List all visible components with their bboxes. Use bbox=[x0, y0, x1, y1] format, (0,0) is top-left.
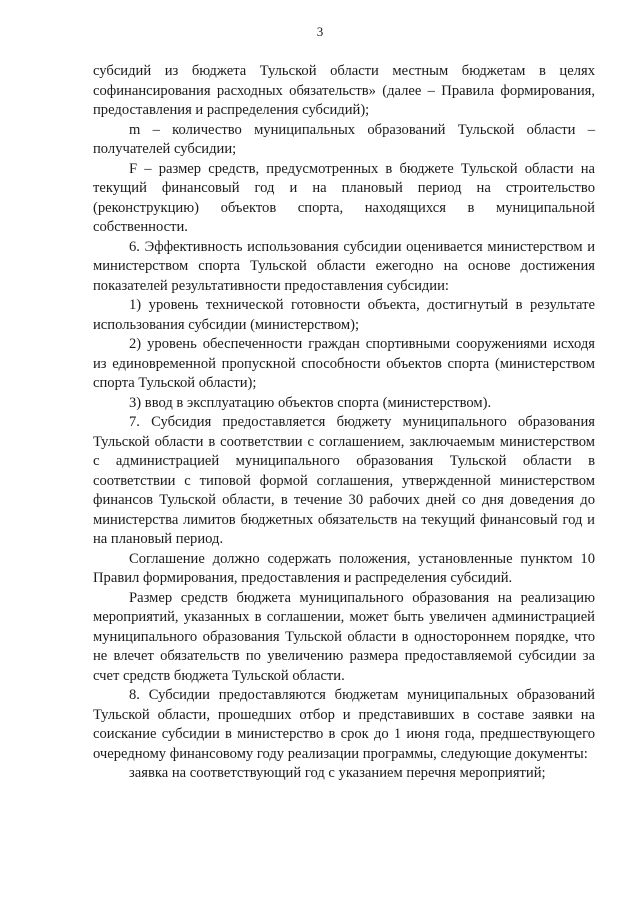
paragraph-continuation: субсидий из бюджета Тульской области местным бюджетам в целях софинансирования расходных обязательств» (далее – Правила формирования, предоставления и распределения субсидий); bbox=[93, 63, 595, 118]
paragraph-funds-size: Размер средств бюджета муниципального образования на реализацию мероприятий, указанных в соглашении, может быть увеличен администрацией муниципального образования Тульской области в одностороннем порядке, что не влечет обязательств по увеличению размера предоставляемой субсидии за счет средств бюджета Тульской области. bbox=[93, 589, 595, 684]
page-number: 3 bbox=[316, 24, 324, 39]
document-body bbox=[93, 62, 595, 784]
paragraph-application: заявка на соответствующий год с указанием перечня мероприятий; bbox=[129, 765, 546, 781]
paragraph-indicator-2: 2) уровень обеспеченности граждан спортивными сооружениями исходя из единовременной пропускной способности объектов спорта (министерством спорта Тульской области); bbox=[93, 336, 595, 391]
paragraph-definition-m: m – количество муниципальных образований Тульской области – получателей субсидии; bbox=[93, 121, 595, 157]
paragraph-indicator-1: 1) уровень технической готовности объекта, достигнутый в результате использования субсидии (министерством); bbox=[93, 297, 595, 333]
paragraph-item-7: 7. Субсидия предоставляется бюджету муниципального образования Тульской области в соответствии с соглашением, заключаемым министерством с администрацией муниципального образования Тульской области в соответствии с типовой формой соглашения, утвержденной министерством финансов Тульской области, в течение 30 рабочих дней со дня доведения до министерства лимитов бюджетных обязательств на текущий финансовый год и на плановый период. bbox=[93, 414, 595, 547]
paragraph-agreement: Соглашение должно содержать положения, установленные пунктом 10 Правил формирования, предоставления и распределения субсидий. bbox=[93, 550, 595, 586]
paragraph-indicator-3: 3) ввод в эксплуатацию объектов спорта (министерством). bbox=[129, 394, 492, 411]
paragraph-definition-f: F – размер средств, предусмотренных в бюджете Тульской области на текущий финансовый год и на плановый период на строительство (реконструкцию) объектов спорта, находящихся в муниципальной собственности. bbox=[93, 160, 595, 235]
paragraph-item-8: 8. Субсидии предоставляются бюджетам муниципальных образований Тульской области, прошедших отбор и представивших в составе заявки на соискание субсидии в министерство в срок до 1 июня года, предшествующего очередному финансовому году реализации программы, следующие документы: bbox=[93, 687, 595, 762]
paragraph-item-6: 6. Эффективность использования субсидии оценивается министерством и министерством спорта Тульской области ежегодно на основе достижения показателей результативности предоставления субсидии: bbox=[93, 238, 595, 294]
